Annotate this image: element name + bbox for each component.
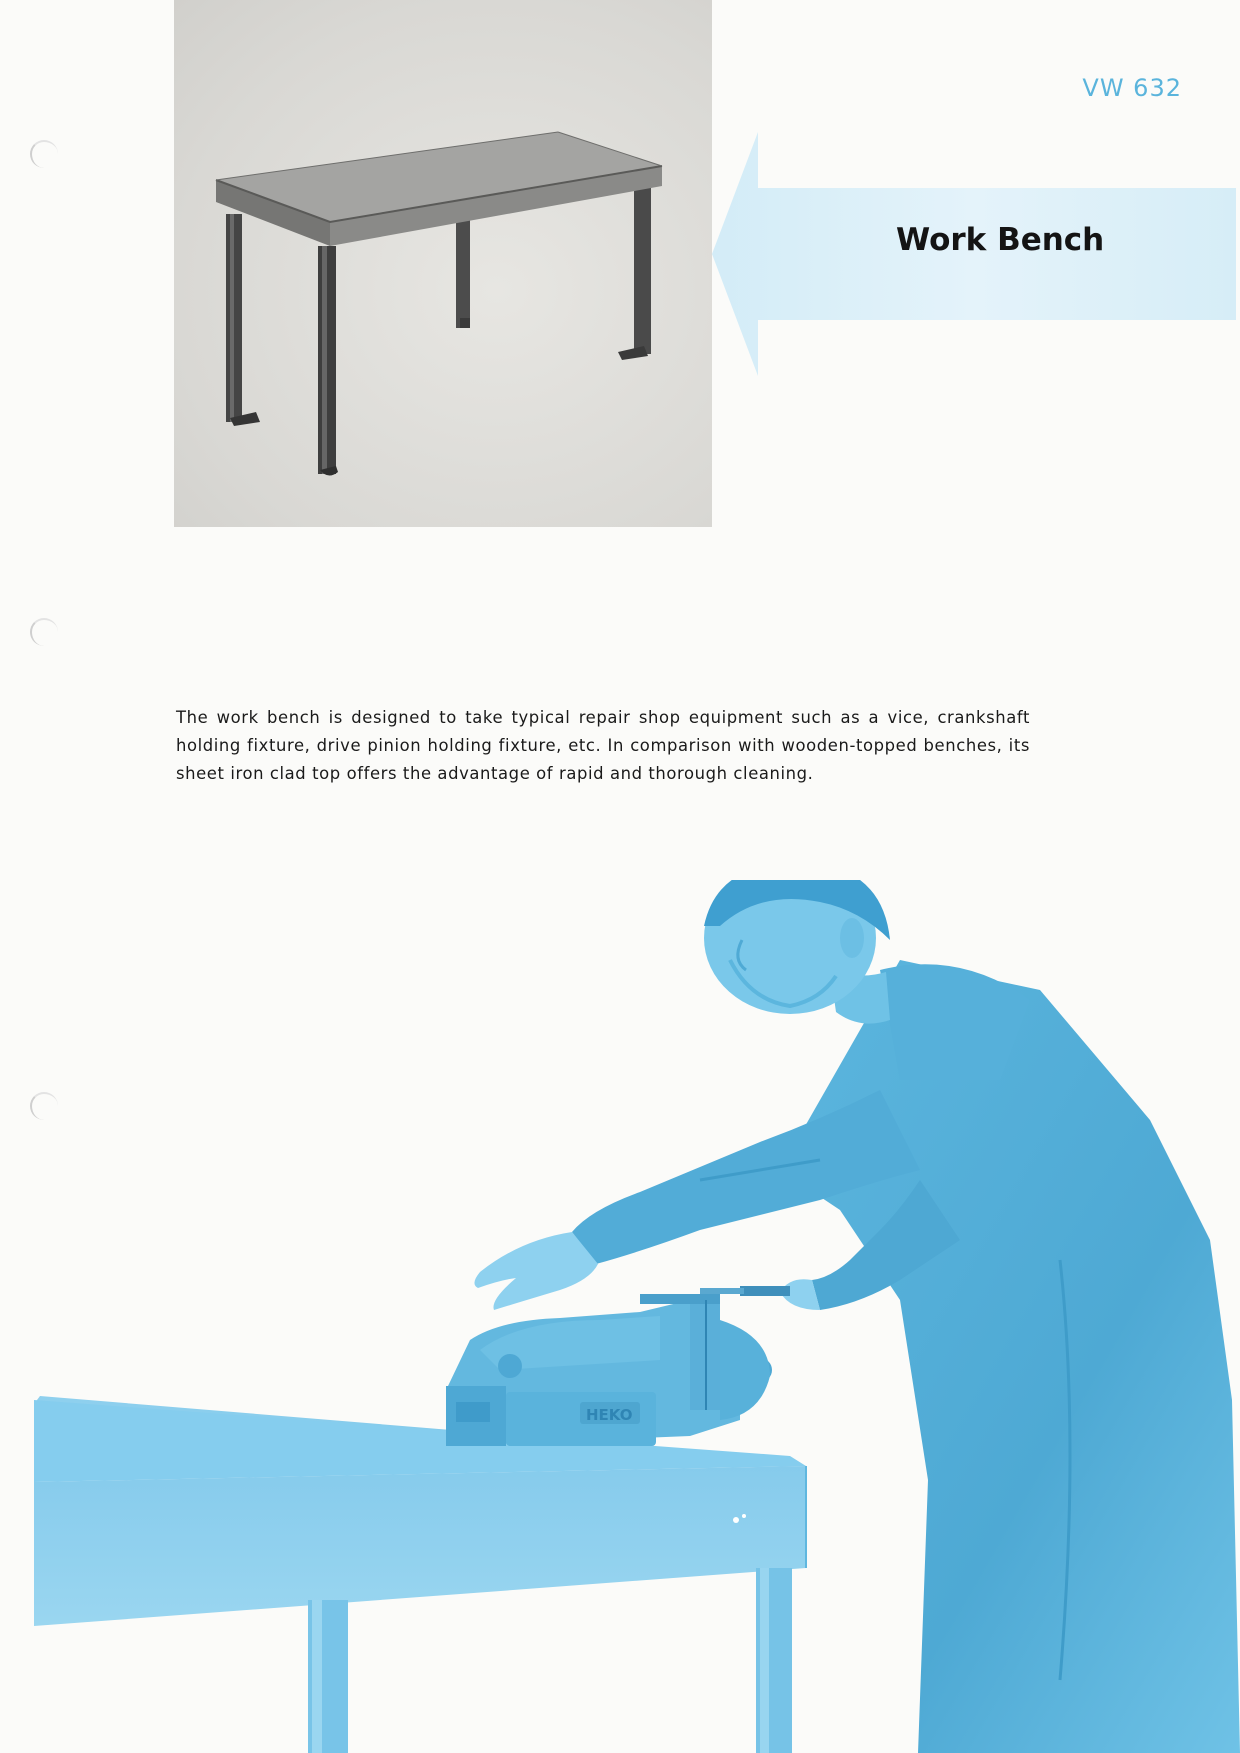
- mechanic-using-vice-photo: [0, 880, 1240, 1753]
- description-paragraph: The work bench is designed to take typical repair shop equipment such as a vice, crankshaft holding fixture, drive pinion holding fixture, etc. In comparison with wooden-topped benches, its sheet iron clad top offers the advantage of rapid and thorough cleaning.: [176, 708, 1030, 783]
- punch-hole-mark: [30, 140, 58, 168]
- page-title: Work Bench: [896, 222, 1105, 258]
- punch-hole-mark: [30, 618, 58, 646]
- work-bench-photo: [174, 0, 712, 527]
- document-code: VW 632: [1082, 74, 1182, 102]
- vice-brand-label: HEKO: [586, 1406, 633, 1424]
